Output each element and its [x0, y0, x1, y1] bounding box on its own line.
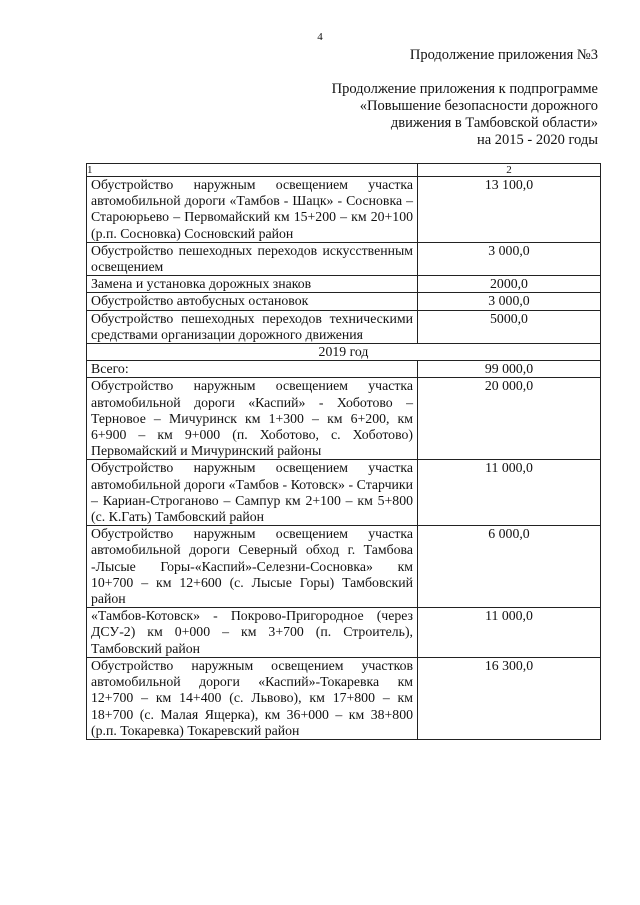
activity-description: Обустройство наружным освещением участка автомобильной дороги «Каспий» - Хоботово – Терновое – Мичуринск км 1+300 – км 6+200, км 6+900 – км 9+000 (п. Хоботово, с. Хоботово) Первомайский и Мичуринский районы [87, 378, 418, 460]
activity-description: Обустройство автобусных остановок [87, 293, 418, 310]
year-label: 2019 год [87, 344, 601, 361]
total-amount: 99 000,0 [418, 361, 601, 378]
activities-table [86, 163, 601, 740]
activity-amount: 20 000,0 [418, 378, 601, 460]
total-row [87, 361, 601, 378]
table-row [87, 276, 601, 293]
activity-description: Обустройство наружным освещением участка автомобильной дороги «Тамбов - Котовск» - Старчики – Кариан-Строганово – Сампур км 2+100 – км 5+800 (с. К.Гать) Тамбовский район [87, 460, 418, 526]
activity-amount: 3 000,0 [418, 242, 601, 275]
table-row [87, 378, 601, 460]
appendix-continuation-title: Продолжение приложения №3 [409, 47, 598, 63]
subprogram-header [332, 81, 598, 149]
total-label: Всего: [87, 361, 418, 378]
page-number: 4 [317, 31, 323, 43]
activity-amount: 11 000,0 [418, 460, 601, 526]
activity-amount: 16 300,0 [418, 657, 601, 739]
activity-amount: 5000,0 [418, 310, 601, 343]
activity-amount: 6 000,0 [418, 526, 601, 608]
table-row [87, 310, 601, 343]
activity-amount: 11 000,0 [418, 608, 601, 658]
activity-description: «Тамбов-Котовск» - Покрово-Пригородное (через ДСУ-2) км 0+000 – км 3+700 (п. Строитель), Тамбовский район [87, 608, 418, 658]
subprogram-line: Продолжение приложения к подпрограмме [331, 81, 598, 97]
activity-description: Обустройство пешеходных переходов техническими средствами организации дорожного движения [87, 310, 418, 343]
table-row [87, 526, 601, 608]
subprogram-line: на 2015 - 2020 годы [476, 132, 598, 148]
activity-amount: 13 100,0 [418, 177, 601, 243]
column-header-1: 1 [87, 164, 418, 177]
activity-description: Обустройство наружным освещением участка автомобильной дороги Северный обход г. Тамбова -Лысые Горы-«Каспий»-Селезни-Сосновка» км 10+700 – км 12+600 (с. Лысые Горы) Тамбовский район [87, 526, 418, 608]
subprogram-line: движения в Тамбовской области» [390, 115, 598, 131]
table-row [87, 608, 601, 658]
activity-description: Замена и установка дорожных знаков [87, 276, 418, 293]
activity-description: Обустройство наружным освещением участков автомобильной дороги «Каспий»-Токаревка км 12+700 – км 14+400 (с. Львово), км 17+800 – км 18+700 (с. Малая Ящерка), км 36+000 – км 38+800 (р.п. Токаревка) Токаревский район [87, 657, 418, 739]
subprogram-line: «Повышение безопасности дорожного [359, 98, 598, 114]
activity-description: Обустройство наружным освещением участка автомобильной дороги «Тамбов - Шацк» - Сосновка – Староюрьево – Первомайский км 15+200 – км 20+100 (р.п. Сосновка) Сосновский район [87, 177, 418, 243]
table-row [87, 657, 601, 739]
activity-amount: 3 000,0 [418, 293, 601, 310]
table-row [87, 242, 601, 275]
table-row [87, 460, 601, 526]
table-row [87, 177, 601, 243]
year-row [87, 344, 601, 361]
column-header-2: 2 [418, 164, 601, 177]
table-row [87, 293, 601, 310]
activity-amount: 2000,0 [418, 276, 601, 293]
activity-description: Обустройство пешеходных переходов искусственным освещением [87, 242, 418, 275]
column-header-row [87, 164, 601, 177]
